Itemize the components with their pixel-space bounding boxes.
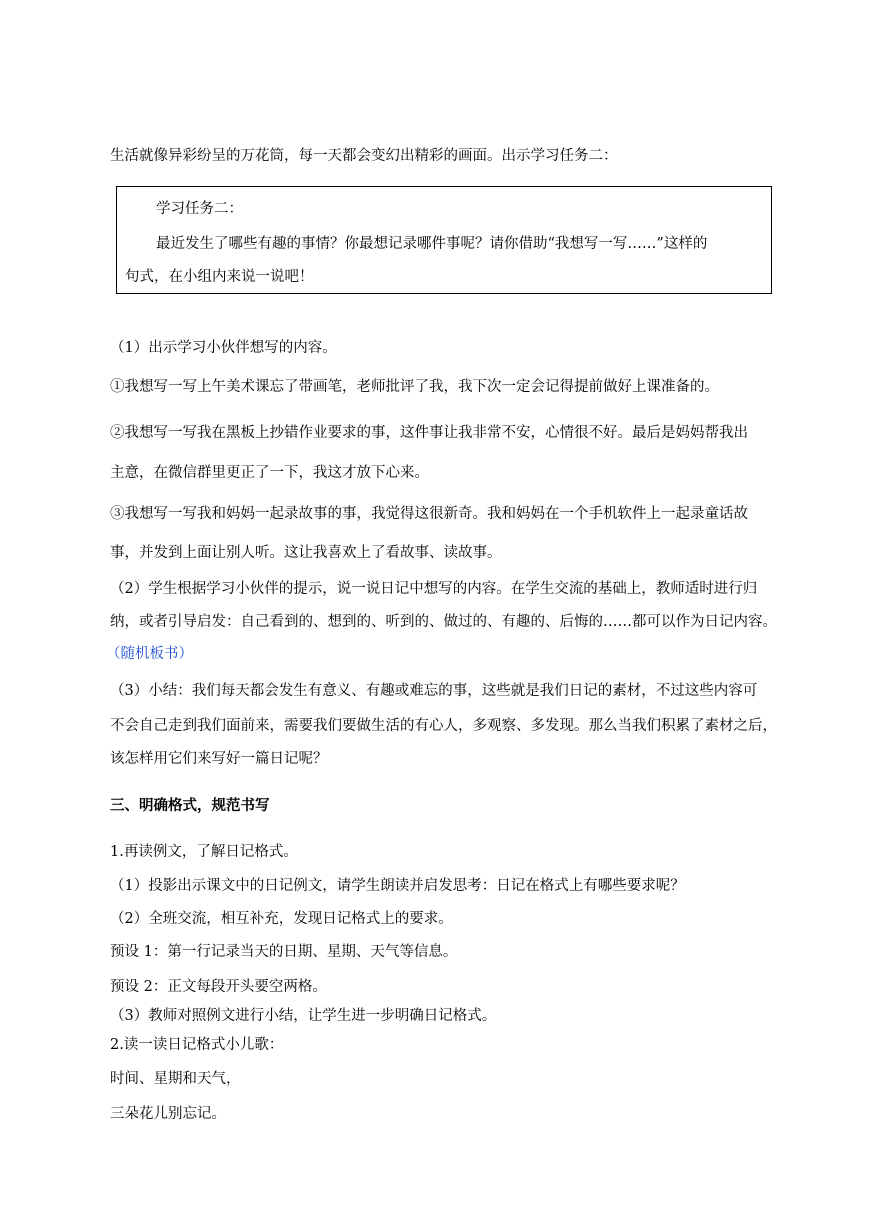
section-3-sub-3: （3）教师对照例文进行小结，让学生进一步明确日记格式。 (110, 1008, 497, 1024)
example-2-line-1: ②我想写一写我在黑板上抄错作业要求的事，这件事让我非常不安，心情很不好。最后是妈妈帮我出 (110, 425, 748, 441)
task-text-line-2: 句式，在小组内来说一说吧！ (125, 269, 314, 285)
task-text-line-1: 最近发生了哪些有趣的事情？你最想记录哪件事呢？请你借助“我想写一写……”这样的 (156, 236, 708, 252)
step-2-line-2: 纳，或者引导启发：自己看到的、想到的、听到的、做过的、有趣的、后悔的……都可以作为日记内容。 (110, 614, 777, 630)
song-line-2: 三朵花儿别忘记。 (110, 1106, 226, 1122)
section-3-item-1: 1.再读例文，了解日记格式。 (110, 844, 298, 860)
learning-task-box (116, 186, 772, 294)
intro-paragraph: 生活就像异彩纷呈的万花筒，每一天都会变幻出精彩的画面。出示学习任务二： (110, 148, 618, 164)
task-title: 学习任务二： (156, 201, 243, 217)
example-3-line-2: 事，并发到上面让别人听。这让我喜欢上了看故事、读故事。 (110, 545, 502, 561)
song-line-1: 时间、星期和天气， (110, 1071, 241, 1087)
example-3-line-1: ③我想写一写我和妈妈一起录故事的事，我觉得这很新奇。我和妈妈在一个手机软件上一起录童话故 (110, 506, 748, 522)
step-1-heading: （1）出示学习小伙伴想写的内容。 (110, 340, 337, 356)
step-3-line-1: （3）小结：我们每天都会发生有意义、有趣或难忘的事，这些就是我们日记的素材，不过这些内容可 (110, 683, 758, 699)
section-3-sub-2: （2）全班交流，相互补充，发现日记格式上的要求。 (110, 911, 453, 927)
step-2-line-1: （2）学生根据学习小伙伴的提示，说一说日记中想写的内容。在学生交流的基础上，教师适时进行归 (110, 581, 758, 597)
preset-1: 预设 1：第一行记录当天的日期、星期、天气等信息。 (110, 944, 458, 960)
board-note: （随机板书） (106, 646, 193, 662)
section-3-heading: 三、明确格式，规范书写 (110, 797, 270, 814)
step-3-line-2: 不会自己走到我们面前来，需要我们要做生活的有心人，多观察、多发现。那么当我们积累了素材之后， (110, 718, 777, 734)
section-3-sub-1: （1）投影出示课文中的日记例文，请学生朗读并启发思考：日记在格式上有哪些要求呢？ (110, 878, 685, 894)
example-1: ①我想写一写上午美术课忘了带画笔，老师批评了我，我下次一定会记得提前做好上课准备的。 (110, 379, 719, 395)
example-2-line-2: 主意，在微信群里更正了一下，我这才放下心来。 (110, 465, 429, 481)
step-3-line-3: 该怎样用它们来写好一篇日记呢？ (110, 751, 328, 767)
preset-2: 预设 2：正文每段开头要空两格。 (110, 979, 327, 995)
section-3-item-2: 2.读一读日记格式小儿歌： (110, 1037, 284, 1053)
